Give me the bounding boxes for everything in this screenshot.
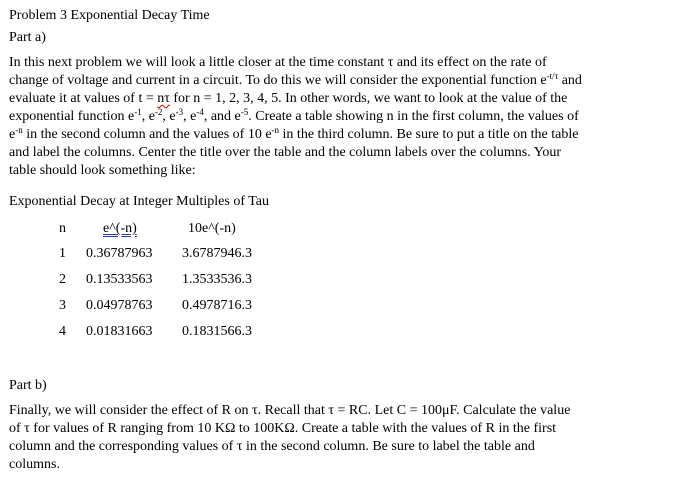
exponent: -t/τ	[546, 71, 559, 81]
part-b-line-4: columns.	[9, 457, 60, 472]
text-segment: for n = 1, 2, 3, 4, 5. In other words, we want to look at the value of the	[169, 91, 568, 106]
column-header-n: n	[59, 221, 66, 236]
exponent: -2	[154, 107, 163, 117]
exponent: -3	[175, 107, 184, 117]
table-cell-n: 1	[59, 246, 66, 261]
part-a-paragraph	[9, 54, 671, 180]
text-segment: , e	[141, 109, 155, 124]
part-a-heading: Part a)	[9, 30, 46, 45]
part-b-paragraph	[9, 402, 671, 474]
text-segment: change of voltage and current in a circuit. To do this we will consider the exponential function e	[9, 73, 547, 88]
problem-title: Problem 3 Exponential Decay Time	[9, 8, 210, 23]
table-cell-exp: 0.36787963	[86, 246, 153, 261]
table-cell-10exp: 0.1831566.3	[182, 324, 252, 339]
text-segment: in the second column and the values of 10 e	[22, 127, 272, 142]
part-a-line-5	[9, 126, 671, 144]
table-cell-exp: 0.01831663	[86, 324, 153, 339]
text-segment: evaluate it at values of t =	[9, 91, 158, 106]
text-segment: in the third column. Be sure to put a title on the table	[279, 127, 579, 142]
exponent: -n	[271, 125, 280, 135]
text-segment: . Create a table showing n in the first column, the values of	[248, 109, 579, 124]
part-a-line-2	[9, 72, 671, 90]
exponent: -1	[134, 107, 142, 117]
table-cell-10exp: 3.6787946.3	[182, 246, 252, 261]
table-title: Exponential Decay at Integer Multiples of Tau	[9, 194, 270, 209]
part-b-line-2: of τ for values of R ranging from 10 KΩ to 100KΩ. Create a table with the values of R in the first	[9, 421, 557, 436]
part-a-line-3	[9, 90, 671, 108]
part-b-heading: Part b)	[9, 378, 47, 393]
table-cell-n: 2	[59, 272, 66, 287]
table-cell-n: 3	[59, 298, 66, 313]
table-cell-exp: 0.13533563	[86, 272, 153, 287]
text-segment: , e	[183, 109, 197, 124]
table-cell-10exp: 1.3533536.3	[182, 272, 252, 287]
spellcheck-marked-text: nτ	[157, 91, 170, 106]
part-a-line-7: table should look something like:	[9, 163, 196, 178]
part-a-line-6: and label the columns. Center the title over the table and the column labels over the columns. Your	[9, 145, 562, 160]
exponent: -4	[196, 107, 204, 117]
text-segment: , e	[162, 109, 176, 124]
exponent: -n	[15, 125, 23, 135]
part-b-line-3: column and the corresponding values of τ in the second column. Be sure to label the table and	[9, 439, 535, 454]
text-segment: , and e	[203, 109, 241, 124]
text-segment: e	[9, 127, 16, 142]
part-b-line-1: Finally, we will consider the effect of R on τ. Recall that τ = RC. Let C = 100μF. Calculate the value	[9, 403, 571, 418]
part-a-line-4	[9, 108, 671, 126]
part-a-line-1: In this next problem we will look a little closer at the time constant τ and its effect on the rate of	[9, 55, 547, 70]
table-cell-10exp: 0.4978716.3	[182, 298, 252, 313]
column-header-10exp: 10e^(-n)	[188, 221, 236, 236]
table-cell-n: 4	[59, 324, 66, 339]
exponent: -5	[240, 107, 249, 117]
text-segment: and	[558, 73, 582, 88]
table-cell-exp: 0.04978763	[86, 298, 153, 313]
text-segment: exponential function e	[9, 109, 135, 124]
column-header-exp: e^(-n)	[103, 221, 137, 236]
